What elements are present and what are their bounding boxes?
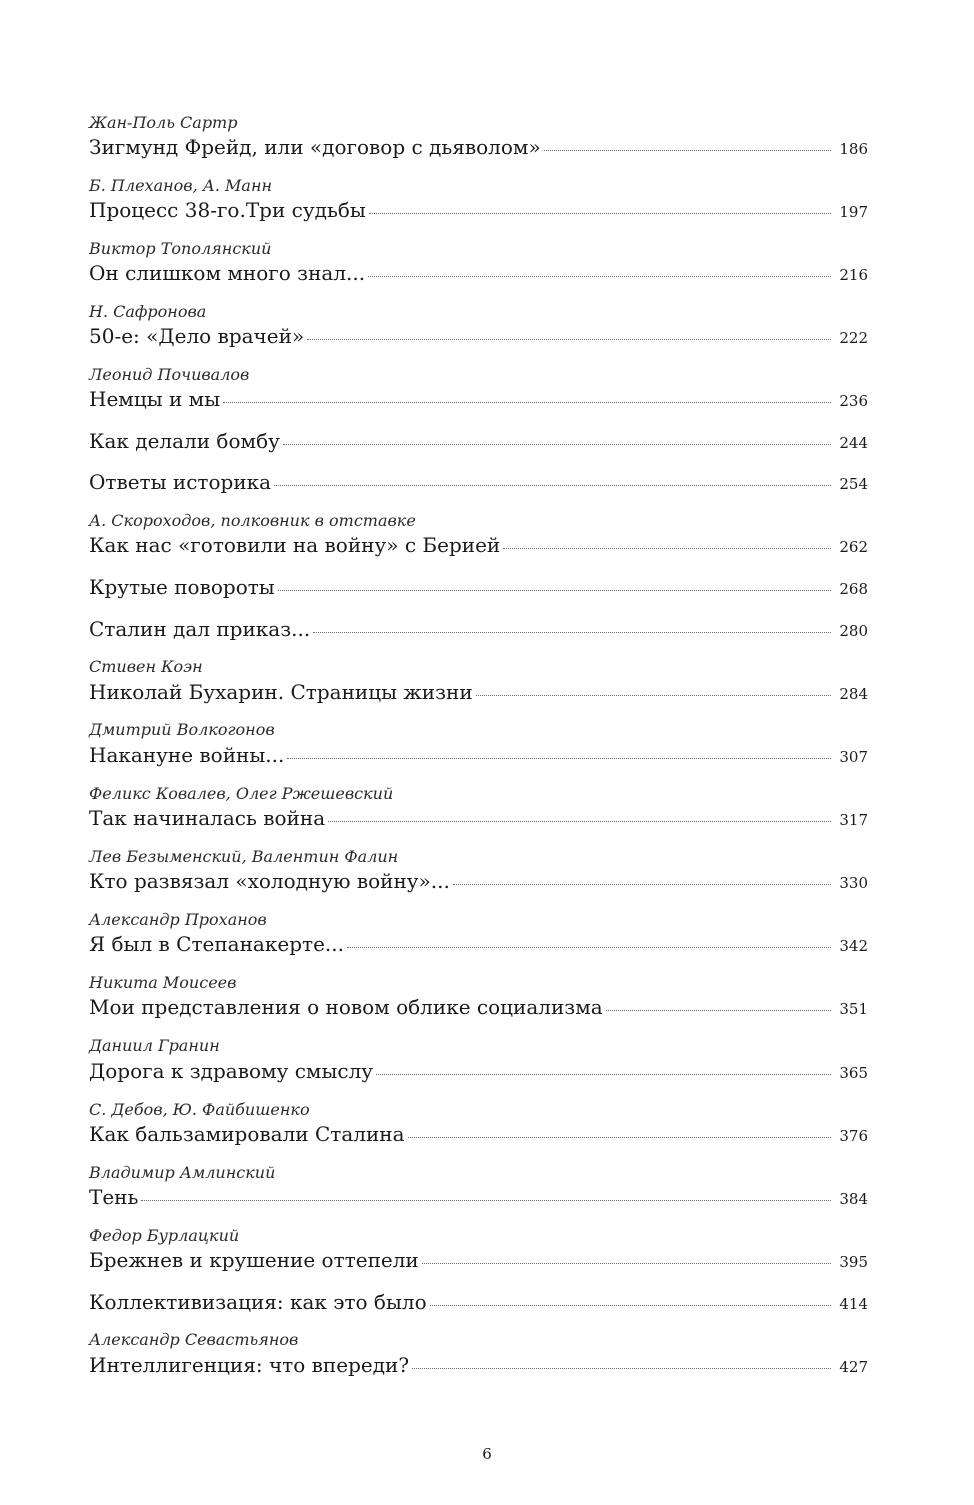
dot-leader [313,632,831,633]
entry-line[interactable] [89,574,868,600]
entry-author: Леонид Почивалов [89,365,250,384]
entry-title: Он слишком много знал... [89,261,366,285]
entry-author: Б. Плеханов, А. Манн [89,176,273,195]
entry-title: Тень [89,1185,139,1209]
dot-leader [223,402,831,403]
entry-page-number: 384 [839,1190,868,1208]
dot-leader [141,1200,831,1201]
entry-page-number: 284 [839,685,868,703]
entry-line[interactable] [89,134,868,160]
entry-author: Жан-Поль Сартр [89,113,238,132]
dot-leader [408,1137,832,1138]
dot-leader [376,1074,831,1075]
entry-line[interactable] [89,742,868,768]
entry-author: Александр Севастьянов [89,1330,299,1349]
entry-author: Виктор Тополянский [89,239,272,258]
dot-leader [412,1368,831,1369]
dot-leader [476,695,832,696]
dot-leader [368,276,831,277]
entry-page-number: 365 [839,1064,868,1082]
entry-author: Федор Бурлацкий [89,1226,240,1245]
entry-author: Владимир Амлинский [89,1163,276,1182]
entry-page-number: 307 [839,748,868,766]
entry-page-number: 342 [839,937,868,955]
entry-line[interactable] [89,1289,868,1315]
entry-author: Стивен Коэн [89,657,203,676]
entry-title: Процесс 38-го.Три судьбы [89,198,366,222]
dot-leader [328,821,831,822]
entry-author: Никита Моисеев [89,973,237,992]
entry-line[interactable] [89,1121,868,1147]
entry-title: Мои представления о новом облике социализма [89,995,603,1019]
entry-author: Феликс Ковалев, Олег Ржешевский [89,784,394,803]
entry-page-number: 254 [839,475,868,493]
entry-line[interactable] [89,1247,868,1273]
entry-page-number: 280 [839,622,868,640]
entry-title: Сталин дал приказ... [89,617,311,641]
entry-line[interactable] [89,386,868,412]
entry-line[interactable] [89,469,868,495]
entry-page-number: 330 [839,874,868,892]
entry-line[interactable] [89,868,868,894]
entry-line[interactable] [89,260,868,286]
dot-leader [430,1305,832,1306]
entry-line[interactable] [89,1058,868,1084]
entry-author: Лев Безыменский, Валентин Фалин [89,847,399,866]
entry-title: Как нас «готовили на войну» с Берией [89,533,501,557]
dot-leader [369,213,832,214]
dot-leader [606,1010,832,1011]
entry-line[interactable] [89,805,868,831]
entry-title: Накануне войны... [89,743,285,767]
entry-page-number: 244 [839,434,868,452]
dot-leader [274,485,831,486]
entry-page-number: 268 [839,580,868,598]
entry-title: Кто развязал «холодную войну»... [89,869,450,893]
entry-author: Дмитрий Волкогонов [89,720,275,739]
entry-title: Так начиналась война [89,806,326,830]
entry-line[interactable] [89,428,868,454]
entry-page-number: 351 [839,1000,868,1018]
dot-leader [278,590,832,591]
entry-title: Николай Бухарин. Страницы жизни [89,680,473,704]
dot-leader [544,150,832,151]
entry-title: Дорога к здравому смыслу [89,1059,374,1083]
entry-author: С. Дебов, Ю. Файбишенко [89,1100,310,1119]
entry-title: Интеллигенция: что впереди? [89,1353,410,1377]
entry-page-number: 376 [839,1127,868,1145]
entry-line[interactable] [89,1352,868,1378]
entry-page-number: 395 [839,1253,868,1271]
entry-page-number: 197 [839,203,868,221]
entry-title: Ответы историка [89,470,272,494]
entry-title: Я был в Степанакерте... [89,932,344,956]
entry-page-number: 317 [839,811,868,829]
entry-title: Как бальзамировали Сталина [89,1122,405,1146]
dot-leader [422,1263,832,1264]
entry-page-number: 262 [839,538,868,556]
entry-line[interactable] [89,323,868,349]
entry-page-number: 427 [839,1358,868,1376]
entry-line[interactable] [89,931,868,957]
dot-leader [287,758,831,759]
entry-page-number: 236 [839,392,868,410]
dot-leader [453,884,831,885]
entry-line[interactable] [89,616,868,642]
entry-line[interactable] [89,994,868,1020]
entry-title: Крутые повороты [89,575,275,599]
entry-line[interactable] [89,1184,868,1210]
entry-author: Н. Сафронова [89,302,207,321]
entry-title: Зигмунд Фрейд, или «договор с дьяволом» [89,135,541,159]
entry-author: Александр Проханов [89,910,267,929]
entry-title: Как делали бомбу [89,429,280,453]
entry-title: Коллективизация: как это было [89,1290,427,1314]
entry-title: 50-е: «Дело врачей» [89,324,305,348]
entry-page-number: 216 [839,266,868,284]
dot-leader [347,947,831,948]
page-number: 6 [482,1445,492,1463]
entry-page-number: 222 [839,329,868,347]
entry-page-number: 186 [839,140,868,158]
entry-line[interactable] [89,532,868,558]
entry-line[interactable] [89,197,868,223]
entry-author: Даниил Гранин [89,1036,220,1055]
entry-author: А. Скороходов, полковник в отставке [89,511,416,530]
entry-title: Немцы и мы [89,387,221,411]
entry-line[interactable] [89,679,868,705]
entry-title: Брежнев и крушение оттепели [89,1248,419,1272]
dot-leader [307,339,831,340]
dot-leader [503,548,831,549]
entry-page-number: 414 [839,1295,868,1313]
dot-leader [283,444,831,445]
